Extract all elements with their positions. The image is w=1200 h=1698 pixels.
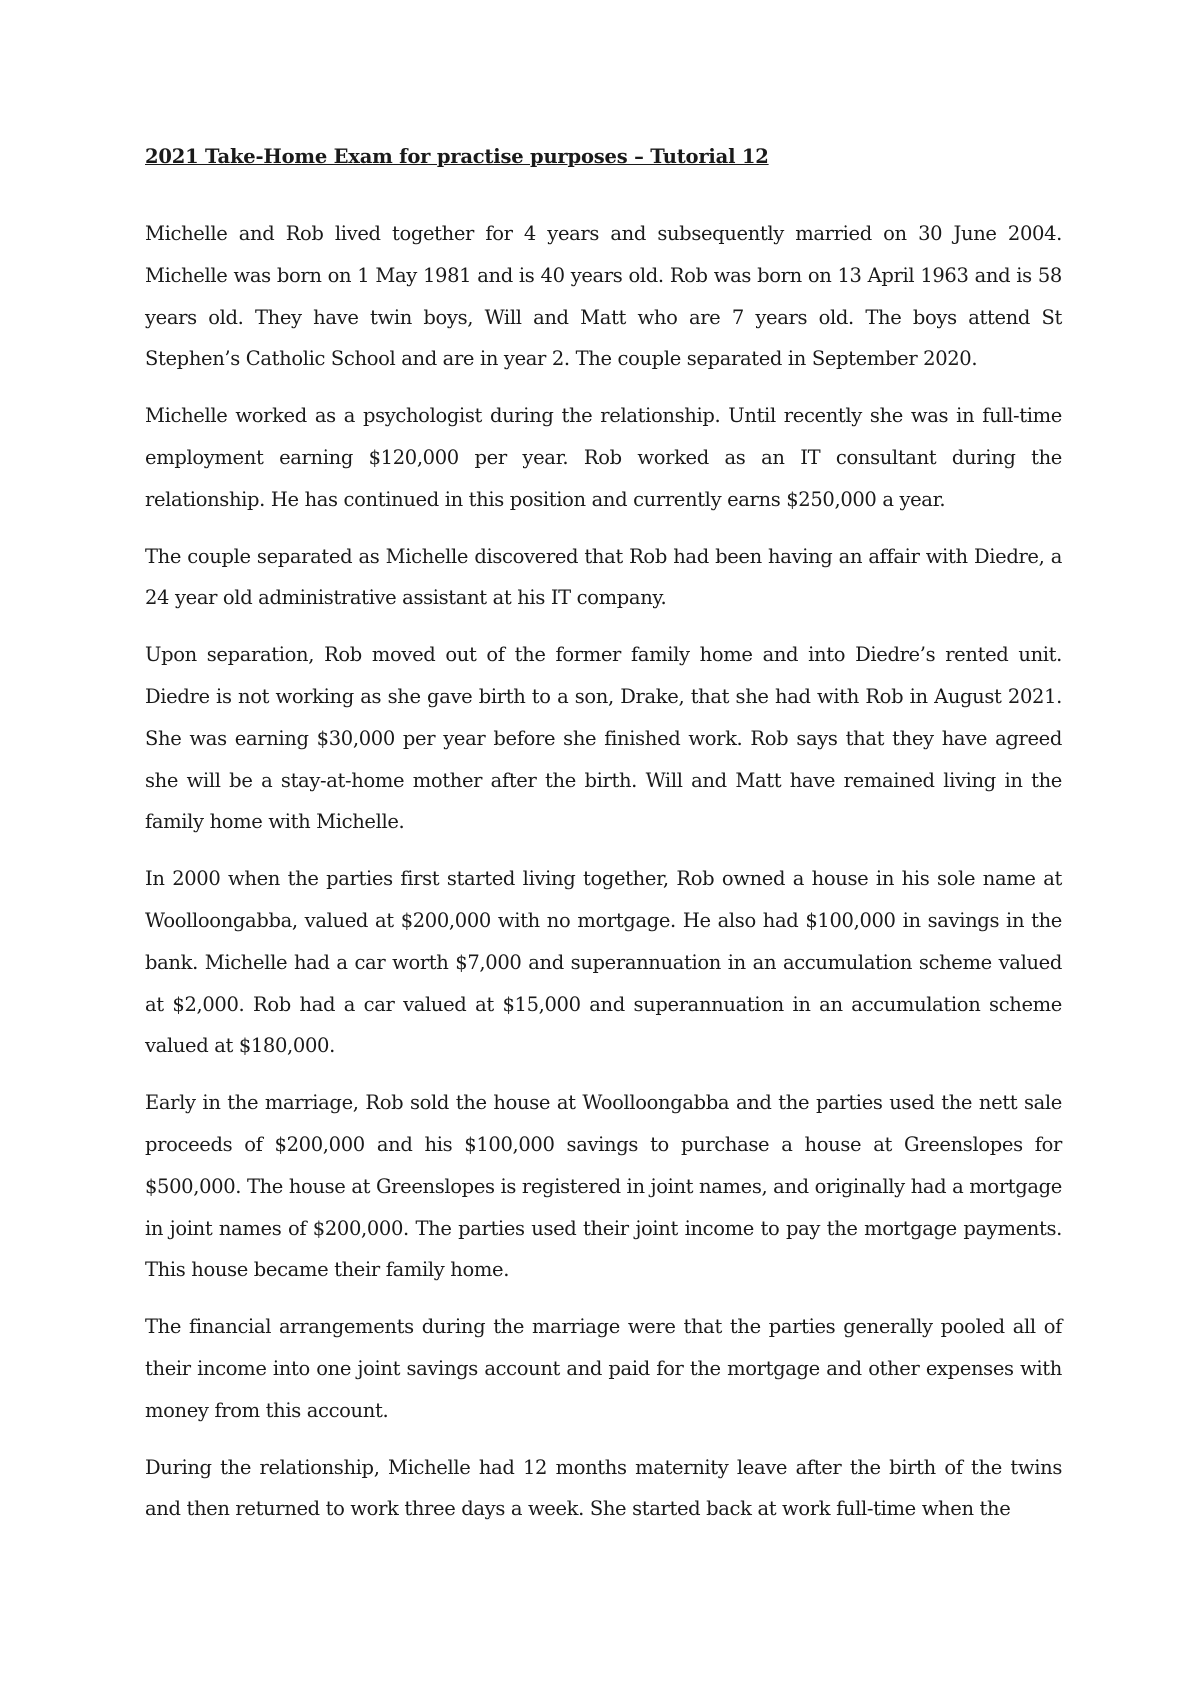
paragraph-financial-arrangements: The financial arrangements during the marriage were that the parties generally pooled all of their income into one joint savings account and paid for the mortgage and other expenses with money from this account. — [145, 1315, 1062, 1422]
paragraph-maternity-leave: During the relationship, Michelle had 12 months maternity leave after the birth of the twins and then returned to work three days a week. She started back at work full-time when the — [145, 1455, 1062, 1521]
paragraph-employment: Michelle worked as a psychologist during the relationship. Until recently she was in full-time employment earning $120,000 per year. Rob worked as an IT consultant during the relationship. He has continued in this position and currently earns $250,000 a year. — [145, 404, 1062, 511]
paragraph-separation-reason: The couple separated as Michelle discovered that Rob had been having an affair with Diedre, a 24 year old administrative assistant at his IT company. — [145, 544, 1062, 610]
document-body — [145, 143, 1062, 1545]
document-title: 2021 Take-Home Exam for practise purposes – Tutorial 12 — [145, 145, 769, 168]
paragraph-after-separation: Upon separation, Rob moved out of the former family home and into Diedre’s rented unit. Diedre is not working as she gave birth to a son, Drake, that she had with Rob in August 2021. She was earning $30,000 per year before she finished work. Rob says that they have agreed she will be a stay-at-home mother after the birth. Will and Matt have remained living in the family home with Michelle. — [145, 643, 1062, 834]
paragraph-initial-assets: In 2000 when the parties first started living together, Rob owned a house in his sole name at Woolloongabba, valued at $200,000 with no mortgage. He also had $100,000 in savings in the bank. Michelle had a car worth $7,000 and superannuation in an accumulation scheme valued at $2,000. Rob had a car valued at $15,000 and superannuation in an accumulation scheme valued at $180,000. — [145, 867, 1062, 1058]
paragraph-family-home: Early in the marriage, Rob sold the house at Woolloongabba and the parties used the nett sale proceeds of $200,000 and his $100,000 savings to purchase a house at Greenslopes for $500,000. The house at Greenslopes is registered in joint names, and originally had a mortgage in joint names of $200,000. The parties used their joint income to pay the mortgage payments. This house became their family home. — [145, 1091, 1063, 1282]
paragraph-relationship: Michelle and Rob lived together for 4 years and subsequently married on 30 June 2004. Michelle was born on 1 May 1981 and is 40 years old. Rob was born on 13 April 1963 and is 58 years old. They have twin boys, Will and Matt who are 7 years old. The boys attend St Stephen’s Catholic School and are in year 2. The couple separated in September 2020. — [145, 222, 1062, 371]
